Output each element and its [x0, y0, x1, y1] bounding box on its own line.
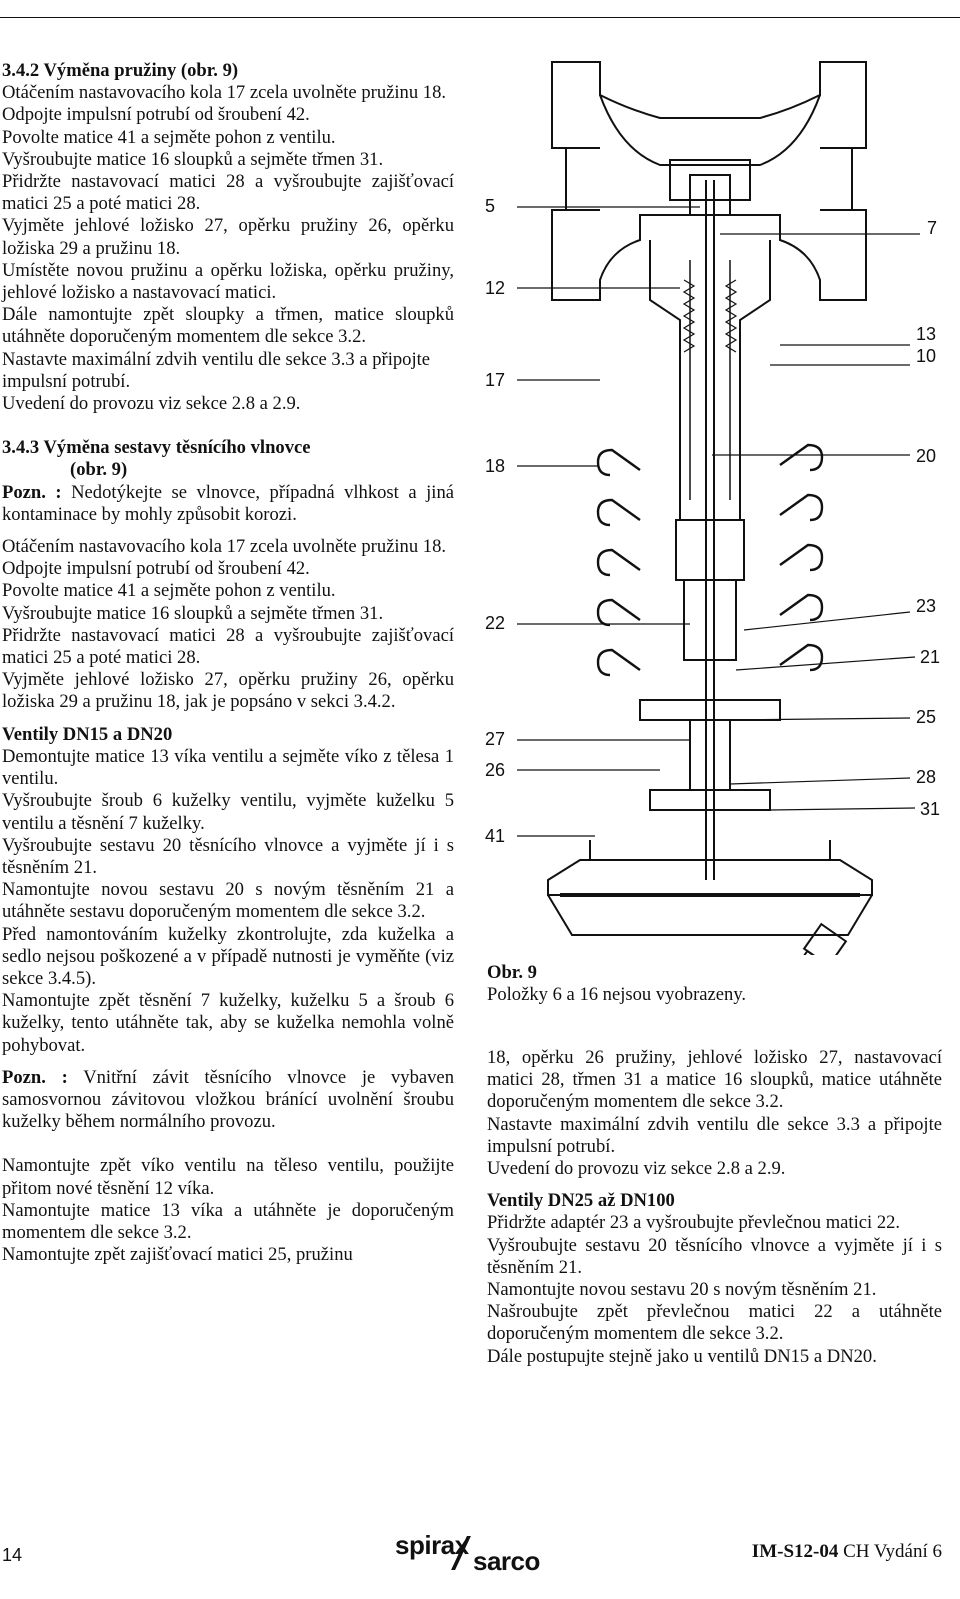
- s343-line: Povolte matice 41 a sejměte pohon z ventilu.: [2, 580, 336, 602]
- actuator-studs: [590, 840, 830, 860]
- callout-41: 41: [485, 826, 506, 846]
- spirax-sarco-logo: [395, 1532, 565, 1574]
- s342-line: Umístěte novou pružinu a opěrku ložiska, opěrku pružiny, jehlové ložisko a nastavovací matici.: [2, 259, 454, 304]
- note-2: [2, 1067, 454, 1134]
- s343-line: Vyjměte jehlové ložisko 27, opěrku pružiny 26, opěrku ložiska 29 a pružinu 18, jak je popsáno v sekci 3.4.2.: [2, 669, 454, 713]
- s342-line: Vyšroubujte matice 16 sloupků a sejměte třmen 31.: [2, 148, 384, 170]
- callout-12: 12: [485, 278, 506, 298]
- bellows-left: [684, 280, 694, 352]
- actuator-upper-housing: [548, 860, 872, 895]
- yoke-neck: [690, 720, 730, 790]
- valve-body-inner: [600, 95, 820, 165]
- bellows-inner-walls: [690, 260, 730, 500]
- callout-28: 28: [916, 767, 937, 787]
- end-line: Namontujte zpět zajišťovací matici 25, pružinu: [2, 1244, 353, 1266]
- dn25-line: Našroubujte zpět převlečnou matici 22 a utáhněte doporučeným momentem dle sekce 3.2.: [487, 1301, 942, 1345]
- bellows-right: [726, 280, 736, 352]
- note-1: [2, 482, 454, 526]
- dn15-line: Namontujte novou sestavu 20 s novým těsněním 21 a utáhněte sestavu doporučeným momentem dle sekce 3.2.: [2, 879, 454, 923]
- dn15-heading: Ventily DN15 a DN20: [2, 723, 173, 745]
- callout-17: 17: [485, 370, 506, 390]
- note-1-label: Pozn. :: [2, 481, 62, 503]
- yoke-base: [650, 790, 770, 810]
- callout-leaders-left: [517, 207, 700, 836]
- doc-code: IM-S12-04: [751, 1541, 839, 1562]
- dn25-line: Dále postupujte stejně jako u ventilů DN15 a DN20.: [487, 1345, 877, 1367]
- callout-20: 20: [916, 446, 937, 466]
- s342-line: Vyjměte jehlové ložisko 27, opěrku pružiny 26, opěrku ložiska 29 a pružinu 18.: [2, 215, 454, 259]
- left-column: [2, 60, 454, 1266]
- callout-10: 10: [916, 346, 937, 366]
- spring-plate: [640, 700, 780, 720]
- impulse-fitting: [793, 924, 846, 955]
- plug: [690, 175, 730, 215]
- callout-21: 21: [920, 647, 941, 667]
- continuation-line: Uvedení do provozu viz sekce 2.8 a 2.9.: [487, 1158, 786, 1180]
- callout-22: 22: [485, 613, 506, 633]
- callout-23: 23: [916, 596, 937, 616]
- dn25-line: Namontujte novou sestavu 20 s novým těsněním 21.: [487, 1279, 877, 1301]
- figure-caption: [487, 962, 942, 1006]
- s342-line: Otáčením nastavovacího kola 17 zcela uvolněte pružinu 18.: [2, 82, 447, 104]
- adapter: [676, 520, 744, 580]
- bellows-housing: [650, 240, 770, 520]
- dn15-line: Namontujte zpět těsnění 7 kuželky, kuželku 5 a šroub 6 kuželky, tento utáhněte tak, aby se kuželka nemohla volně pohybovat.: [2, 990, 454, 1056]
- continuation-line: 18, opěrku 26 pružiny, jehlové ložisko 27, nastavovací matici 28, třmen 31 a matice 16 sloupků, matice utáhněte doporučeným momentem dle sekce 3.2.: [487, 1047, 942, 1113]
- logo-text-bottom: sarco: [473, 1546, 540, 1576]
- callout-13: 13: [916, 324, 937, 344]
- dn25-line: Přidržte adaptér 23 a vyšroubujte převlečnou matici 22.: [487, 1212, 901, 1234]
- callout-31: 31: [920, 799, 941, 819]
- dn15-line: Před namontováním kuželky zkontrolujte, zda kuželka a sedlo nejsou poškozené a v případě nutnosti je vyměňte (viz sekce 3.4.5).: [2, 923, 454, 989]
- s343-line: Vyšroubujte matice 16 sloupků a sejměte třmen 31.: [2, 602, 384, 624]
- actuator-lower-housing: [548, 895, 872, 935]
- dn15-line: Vyšroubujte sestavu 20 těsnícího vlnovce a vyjměte jí i s těsněním 21.: [2, 834, 454, 878]
- page-number: 14: [2, 1545, 23, 1565]
- callout-7: 7: [927, 218, 938, 238]
- figure-caption-text: Položky 6 a 16 nejsou vyobrazeny.: [487, 984, 747, 1006]
- right-column: [487, 1047, 942, 1368]
- s343-line: Přidržte nastavovací matici 28 a vyšroubujte zajišťovací matici 25 a poté matici 28.: [2, 624, 454, 669]
- callout-18: 18: [485, 456, 506, 476]
- note-2-text: Vnitřní závit těsnícího vlnovce je vybaven samosvornou závitovou vložkou bránící uvolnění šroubu kuželky během normálního provozu.: [2, 1066, 454, 1133]
- section-3-4-2-heading: 3.4.2 Výměna pružiny (obr. 9): [2, 60, 239, 81]
- s343-line: Odpojte impulsní potrubí od šroubení 42.: [2, 558, 310, 580]
- dn15-line: Demontujte matice 13 víka ventilu a sejměte víko z tělesa 1 ventilu.: [2, 745, 454, 790]
- note-2-label: Pozn. :: [2, 1066, 68, 1088]
- s342-line: Povolte matice 41 a sejměte pohon z ventilu.: [2, 126, 336, 148]
- callout-5: 5: [485, 196, 496, 216]
- callout-26: 26: [485, 760, 506, 780]
- section-3-4-3-heading-cont: (obr. 9): [70, 459, 128, 481]
- callout-25: 25: [916, 707, 937, 727]
- document-reference: [752, 1541, 942, 1563]
- end-line: Namontujte zpět víko ventilu na těleso ventilu, použijte přitom nové těsnění 12 víka.: [2, 1155, 454, 1199]
- s343-line: Otáčením nastavovacího kola 17 zcela uvolněte pružinu 18.: [2, 536, 447, 558]
- valve-cross-section-figure: [480, 55, 955, 955]
- dn15-line: Vyšroubujte šroub 6 kuželky ventilu, vyjměte kuželku 5 ventilu a těsnění 7 kuželky.: [2, 790, 454, 834]
- s342-line: Přidržte nastavovací matici 28 a vyšroubujte zajišťovací matici 25 a poté matici 28.: [2, 171, 454, 215]
- end-line: Namontujte matice 13 víka a utáhněte je doporučeným momentem dle sekce 3.2.: [2, 1199, 454, 1243]
- s342-line: Odpojte impulsní potrubí od šroubení 42.: [2, 104, 310, 126]
- top-rule: [0, 17, 960, 18]
- sealing-nut: [684, 580, 736, 660]
- spring-coils: [598, 445, 822, 675]
- s342-line: Uvedení do provozu viz sekce 2.8 a 2.9.: [2, 393, 301, 415]
- doc-edition: CH Vydání 6: [843, 1541, 942, 1562]
- callout-27: 27: [485, 729, 506, 749]
- figure-caption-label: Obr. 9: [487, 962, 537, 983]
- s342-line: Dále namontujte zpět sloupky a třmen, matice sloupků utáhněte doporučeným momentem dle sekce 3.2.: [2, 304, 454, 348]
- s342-line: Nastavte maximální zdvih ventilu dle sekce 3.3 a připojte impulsní potrubí.: [2, 348, 431, 392]
- valve-stem: [706, 180, 714, 880]
- continuation-line: Nastavte maximální zdvih ventilu dle sekce 3.3 a připojte impulsní potrubí.: [487, 1113, 942, 1157]
- dn25-line: Vyšroubujte sestavu 20 těsnícího vlnovce a vyjměte jí i s těsněním 21.: [487, 1234, 942, 1278]
- section-3-4-3-heading: 3.4.3 Výměna sestavy těsnícího vlnovce: [2, 437, 311, 459]
- logo-text-top: spirax: [395, 1530, 469, 1560]
- note-1-text: Nedotýkejte se vlnovce, případná vlhkost a jiná kontaminace by mohly způsobit korozi.: [2, 481, 454, 525]
- dn25-heading: Ventily DN25 až DN100: [487, 1190, 675, 1212]
